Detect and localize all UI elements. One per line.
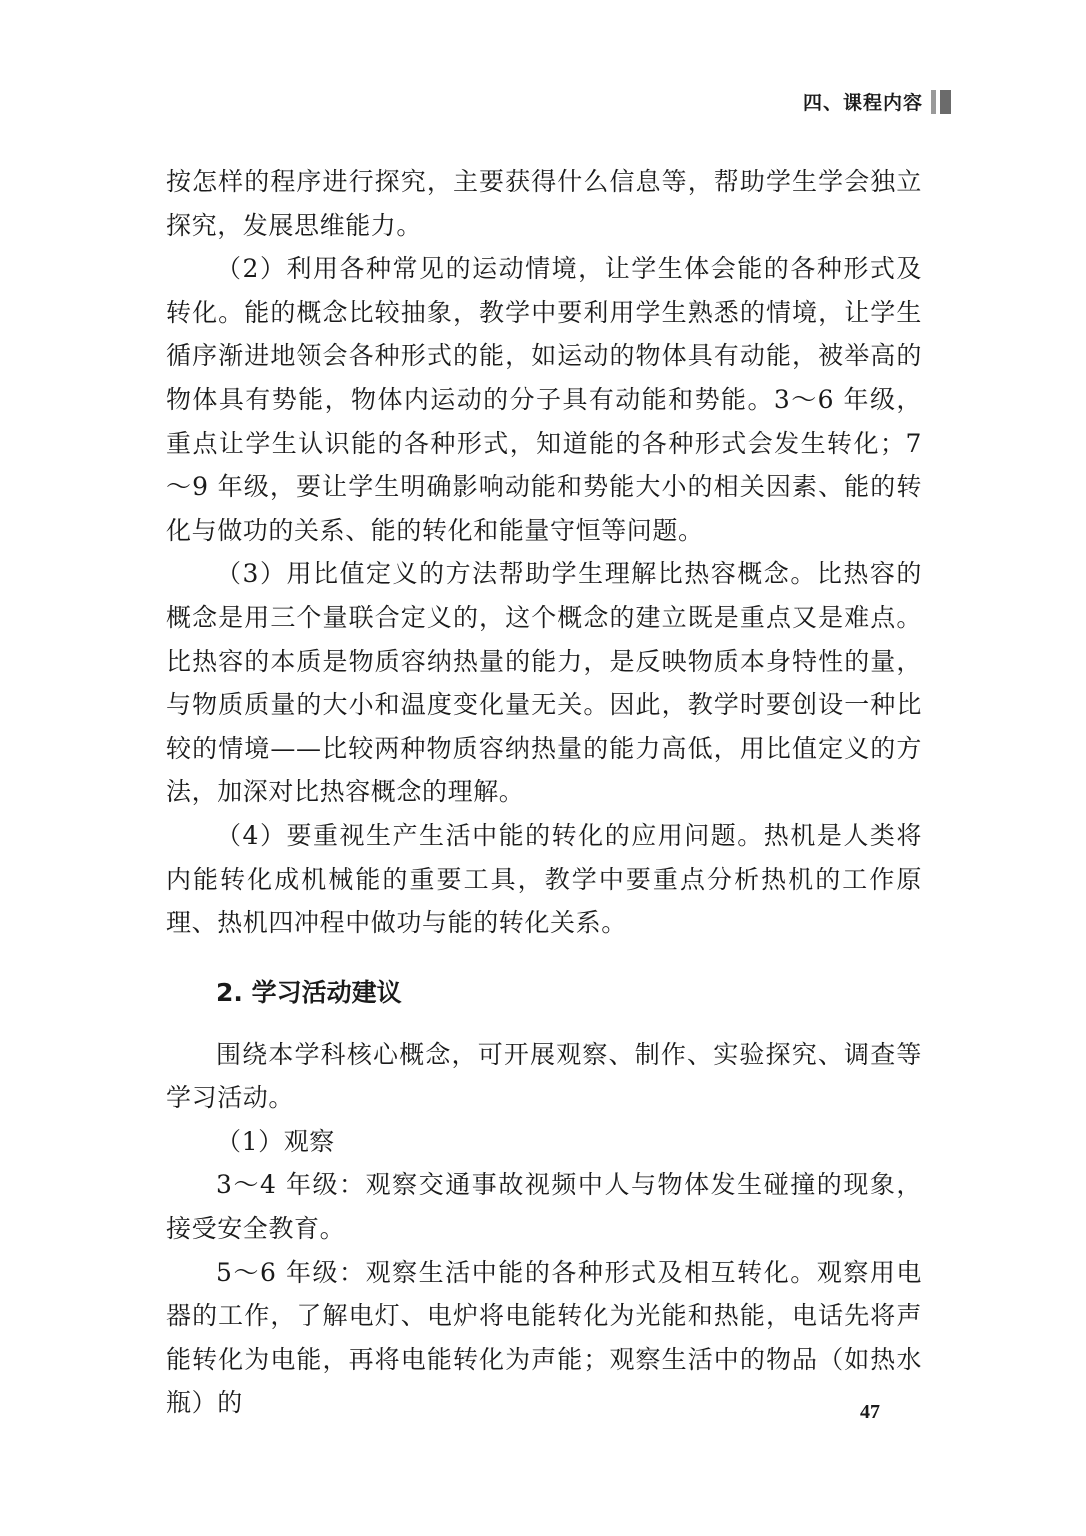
header-bar-thick [940, 90, 951, 114]
header-bars-decoration [931, 90, 951, 114]
paragraph-grade-3-4: 3～4 年级：观察交通事故视频中人与物体发生碰撞的现象，接受安全教育。 [166, 1170, 922, 1244]
header-bar-thin [931, 90, 936, 114]
running-header [803, 88, 951, 115]
page-body [166, 160, 922, 1425]
paragraph-item-4: （4）要重视生产生活中能的转化的应用问题。热机是人类将内能转化成机械能的重要工具，教学中要重点分析热机的工作原理、热机四冲程中做功与能的转化关系。 [166, 820, 922, 938]
paragraph-continuation: 按怎样的程序进行探究，主要获得什么信息等，帮助学生学会独立探究，发展思维能力。 [166, 167, 922, 240]
page-number: 47 [860, 1401, 880, 1423]
paragraph-observe-title: （1）观察 [216, 1126, 335, 1156]
section-heading: 2. 学习活动建议 [216, 977, 402, 1007]
paragraph-grade-5-6: 5～6 年级：观察生活中能的各种形式及相互转化。观察用电器的工作，了解电灯、电炉将电能转化为光能和热能，电话先将声能转化为电能，再将电能转化为声能；观察生活中的物品（如热水瓶）的 [166, 1257, 922, 1418]
paragraph-activities-intro: 围绕本学科核心概念，可开展观察、制作、实验探究、调查等学习活动。 [166, 1039, 922, 1113]
paragraph-item-2: （2）利用各种常见的运动情境，让学生体会能的各种形式及转化。能的概念比较抽象，教学中要利用学生熟悉的情境，让学生循序渐进地领会各种形式的能，如运动的物体具有动能，被举高的物体具有势能，物体内运动的分子具有动能和势能。3～6 年级，重点让学生认识能的各种形式，知道能的各种形式会发生转化；7～9 年级，要让学生明确影响动能和势能大小的相关因素、能的转化与做功的关系、能的转化和能量守恒等问题。 [166, 254, 922, 545]
paragraph-item-3: （3）用比值定义的方法帮助学生理解比热容概念。比热容的概念是用三个量联合定义的，这个概念的建立既是重点又是难点。比热容的本质是物质容纳热量的能力，是反映物质本身特性的量，与物质质量的大小和温度变化量无关。因此，教学时要创设一种比较的情境——比较两种物质容纳热量的能力高低，用比值定义的方法，加深对比热容概念的理解。 [166, 559, 922, 807]
chapter-title: 四、课程内容 [802, 92, 923, 114]
